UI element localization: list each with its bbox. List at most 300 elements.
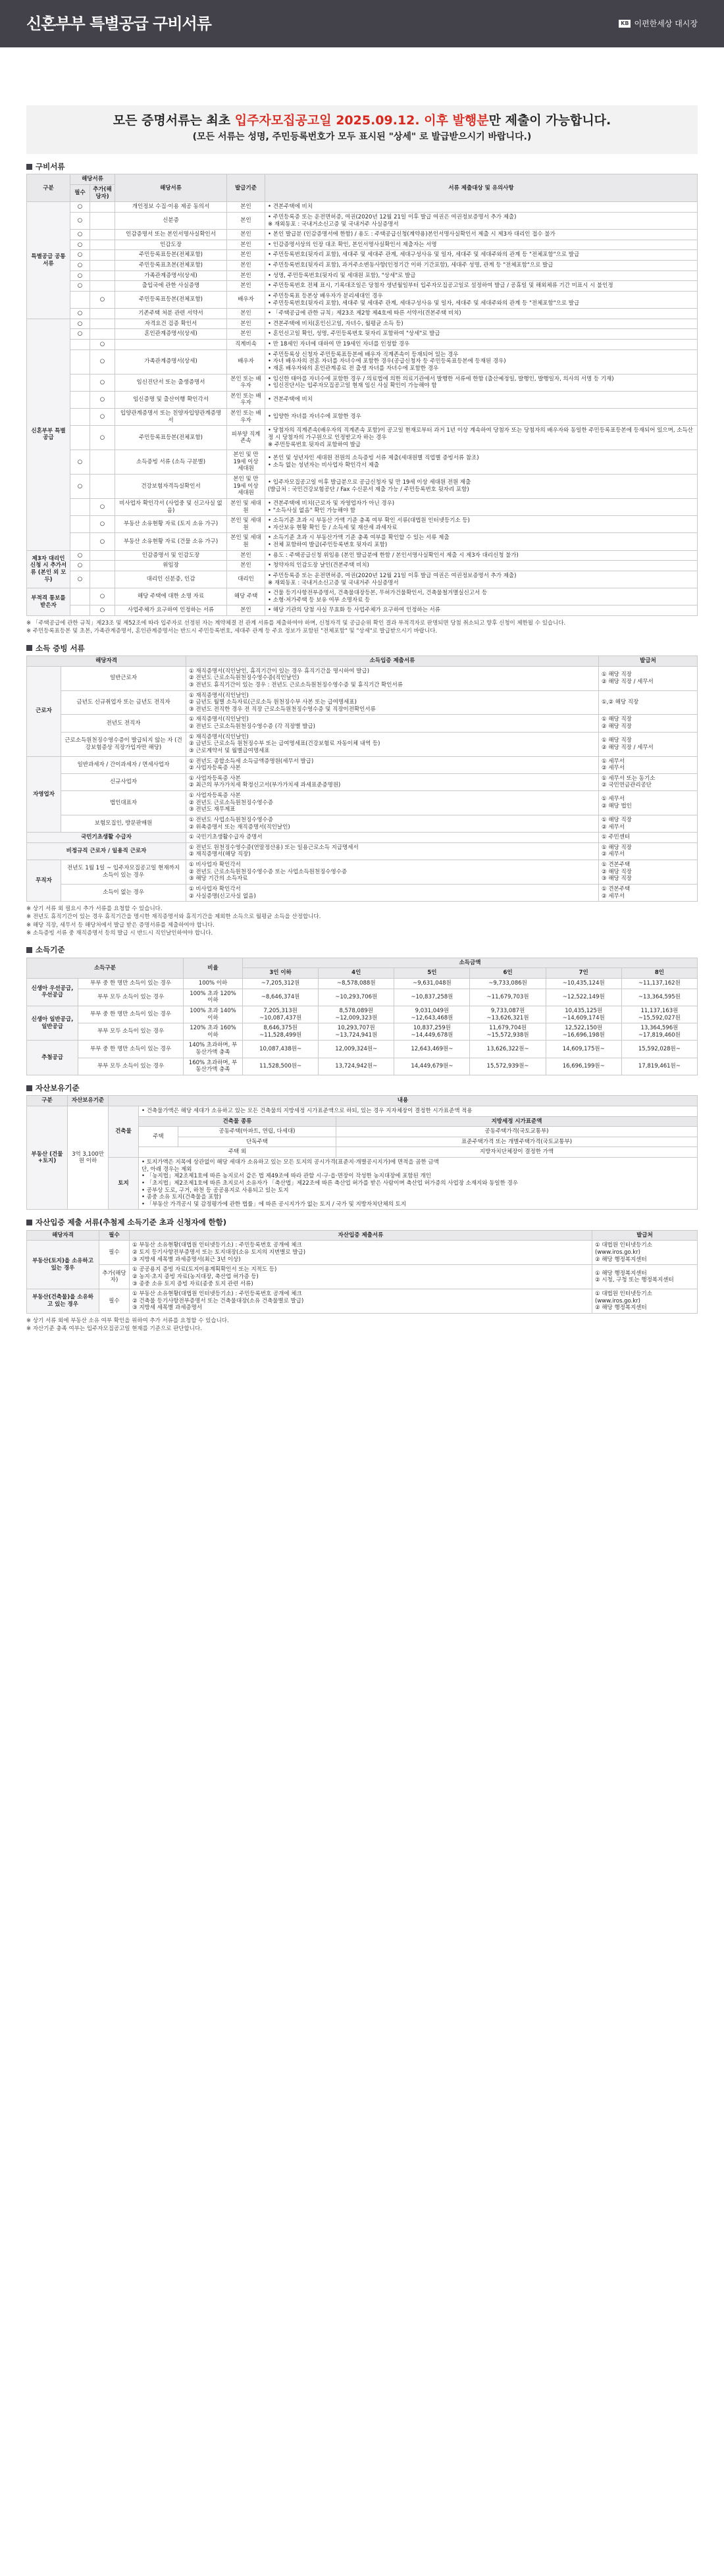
extra-mark [90, 261, 115, 271]
col-type: 해당자격 [27, 656, 186, 667]
doc-name: 건강보험자격득실확인서 [115, 475, 227, 499]
issuer: 본인 [227, 319, 265, 329]
col-5: 5인 [394, 968, 470, 979]
criteria-amount: 12,522,150원~16,696,198원 [546, 1023, 621, 1041]
table-row [27, 270, 698, 281]
col-building-type: 건축물 종류 [139, 1116, 336, 1127]
criteria-amount: ~7,205,312원 [243, 979, 319, 989]
income-issuer: ① 해당 직장 ② 해당 직장 / 세무서 [599, 732, 698, 756]
section-title [26, 162, 698, 171]
criteria-amount: ~8,578,088원 [319, 979, 394, 989]
doc-name: 비사업자 확인각서 (사업중 및 신고사실 없음) [115, 498, 227, 515]
asset-issuer: ① 대법원 인터넷등기소 (www.iros.go.kr) ② 해당 행정복지센터 [592, 1241, 698, 1265]
doc-name: 주민등록표등본(전체포함) [115, 250, 227, 261]
issuer: 피부양 직계존속 [227, 426, 265, 450]
criteria-amount: 10,087,438원~ [243, 1041, 319, 1058]
table-row [27, 374, 698, 391]
extra-mark: ○ [90, 340, 115, 350]
income-type: 근로소득원천징수영수증이 발급되지 않는 자 (건강보험증상 직장가입자만 해당) [61, 732, 186, 756]
criteria-amount: 15,572,939원~ [470, 1058, 546, 1075]
criteria-sub: 부부 중 한 명만 소득이 있는 경우 [78, 1041, 184, 1058]
income-issuer: ① 해당 직장 ② 세무서 [599, 815, 698, 832]
criteria-amount: ~10,435,124원 [546, 979, 621, 989]
asset-limit: 3억 3,100만원 이하 [68, 1106, 109, 1210]
logo-text: 이편한세상 대시장 [634, 18, 698, 28]
income-docs: ① 전년도 사업소득원천징수영수증 ② 위촉증명서 또는 재직증명서(직인날인) [186, 815, 599, 832]
income-table [26, 656, 698, 902]
criteria-amount: 11,679,704원~15,572,938원 [470, 1023, 546, 1041]
doc-desc: • 임신한 태아를 자녀수에 포함한 경우 / 의료법에 의한 의료기관에서 발행한 서류에 한함 (출산예정일, 발행인, 발행일자, 의사의 서명 등 기재) • 임신진단서는 입주자모집공고일 현재 임신 사실 확인이 가능해야 함 [265, 374, 698, 391]
criteria-ratio: 140% 초과하며, 부동산가액 충족 [184, 1041, 243, 1058]
criteria-sub: 부부 모두 소득이 있는 경우 [78, 1023, 184, 1041]
table-row [27, 202, 698, 213]
table-row [27, 690, 698, 715]
required-mark: ○ [70, 319, 90, 329]
building-price: 공동주택가격(국토교통부) [336, 1127, 698, 1137]
issuer: 본인 또는 배우자 [227, 391, 265, 408]
footnote: ※ 전년도 휴직기간이 있는 경우 휴직기간을 명시한 재직증명서와 휴직기간을 제외한 소득으로 월평균 소득을 산정합니다. [26, 914, 321, 921]
table-row [27, 475, 698, 499]
table-row [27, 1058, 698, 1075]
criteria-sub: 부부 모두 소득이 있는 경우 [78, 989, 184, 1006]
footnote: ※ 소득증빙 서류 중 재직증명서 등의 발급 시 반드시 직인날인하여야 합니다. [26, 930, 213, 937]
asset-docs-table [26, 1230, 698, 1314]
income-category: 근로자 [27, 666, 61, 756]
col-docs: 자산입증 제출서류 [130, 1230, 592, 1241]
col-gubun: 구분 [27, 174, 70, 202]
criteria-amount: 8,646,375원~11,528,499원 [243, 1023, 319, 1041]
col-content: 내용 [109, 1096, 698, 1106]
issuer: 본인 및 만 19세 이상 세대원 [227, 475, 265, 499]
col-required: 필수 [70, 185, 90, 202]
building-label: 건축물 [109, 1106, 139, 1157]
income-issuer: ① 해당 직장 ② 세무서 [599, 842, 698, 860]
table-row [27, 884, 698, 901]
criteria-ratio: 160% 초과하며, 부동산가액 충족 [184, 1058, 243, 1075]
criteria-amount: 10,293,707원~13,724,941원 [319, 1023, 394, 1041]
col-issuer: 발급기준 [227, 174, 265, 202]
table-row [27, 833, 698, 843]
doc-desc: • 만 18세인 자녀에 대하여 만 19세인 자녀를 인정할 경우 [265, 340, 698, 350]
criteria-amount: 11,528,500원~ [243, 1058, 319, 1075]
square-bullet-icon [26, 1220, 32, 1225]
income-docs: ① 국민기초생활수급자 증명서 [186, 833, 599, 843]
income-type: 금년도 신규취업자 또는 금년도 전직자 [61, 690, 186, 715]
footnote: ※ 상기 서류 외에 부동산 소유 여부 확인을 위하여 추가 서류를 요청할 수 있습니다. [26, 1318, 229, 1324]
required-mark [70, 409, 90, 426]
extra-mark [90, 329, 115, 340]
table-row [27, 815, 698, 832]
extra-mark: ○ [90, 374, 115, 391]
section-docs [26, 162, 698, 636]
income-issuer: ① 세무서 ② 해당 법인 [599, 791, 698, 815]
issuer: 대리인 [227, 571, 265, 588]
criteria-amount: ~10,293,706원 [319, 989, 394, 1006]
income-type: 전년도 전직자 [61, 715, 186, 732]
required-mark: ○ [70, 329, 90, 340]
criteria-amount: 12,643,469원~ [394, 1041, 470, 1058]
building-intro: • 건축물가액은 해당 세대가 소유하고 있는 모든 건축물의 지방세정 시가표준액으로 하되, 있는 경우 지자체장이 결정한 시가표준액 적용 [139, 1106, 698, 1116]
income-type: 보험모집인, 방문판매원 [61, 815, 186, 832]
col-submit: 해당서류 [70, 174, 115, 185]
criteria-ratio: 100% 초과 140% 이하 [184, 1006, 243, 1023]
income-issuer: ① 견본주택 ② 세무서 [599, 884, 698, 901]
doc-desc: • 견본주택에 비치 [265, 391, 698, 408]
asset-title: 자산보유기준 [36, 1083, 80, 1093]
extra-mark [90, 309, 115, 319]
criteria-sub: 부부 중 한 명만 소득이 있는 경우 [78, 1006, 184, 1023]
notice-box [26, 105, 698, 154]
asset-docs: ① 공공용지 증빙 자료(토지이용계획확인서 또는 지적도 등) ② 농지·초지 증빙 자료(농지대장, 축산업 허가증 등) ③ 종중 소유 토지 증빙 자료(종중 토지 관련 서류) [130, 1265, 592, 1289]
table-row [27, 426, 698, 450]
income-issuer: ① 주민센터 [599, 833, 698, 843]
issuer: 본인 [227, 281, 265, 292]
doc-desc: • 성명, 주민등록번호(뒷자리 및 세대원 포함), "상세"로 발급 [265, 270, 698, 281]
docs-footnotes [26, 619, 698, 636]
building-subtype: 공동주택(아파트, 연립, 다세대) [178, 1127, 336, 1137]
extra-mark [90, 270, 115, 281]
section-title [26, 644, 698, 653]
required-mark [70, 349, 90, 374]
table-row [27, 1023, 698, 1041]
required-mark [70, 498, 90, 515]
required-mark: ○ [70, 571, 90, 588]
income-issuer: ① 해당 직장 ② 해당 직장 [599, 715, 698, 732]
col-3: 3인 이하 [243, 968, 319, 979]
extra-mark [90, 571, 115, 588]
required-mark [70, 588, 90, 605]
asset-category: 부동산(건축물)을 소유하고 있는 경우 [27, 1289, 99, 1314]
criteria-sub: 부부 모두 소득이 있는 경우 [78, 1058, 184, 1075]
table-row [27, 666, 698, 690]
doc-name: 사업주체가 요구하여 인정하는 서류 [115, 605, 227, 616]
income-footnotes [26, 905, 698, 937]
doc-desc: • 입주자모집공고일 이후 발급분으로 공급신청자 및 만 19세 이상 세대원 전원 제출 (발급처 : 국민건강보험공단 / Fax 수신문서 제출 가능 / 주민등록번호 뒷자리 포함) [265, 475, 698, 499]
income-docs: ① 비사업자 확인각서 ② 사실증명(신고사실 없음) [186, 884, 599, 901]
criteria-amount: 9,031,049원~12,643,468원 [394, 1006, 470, 1023]
table-row [27, 309, 698, 319]
doc-name: 임신진단서 또는 출생증명서 [115, 374, 227, 391]
issuer: 본인 [227, 561, 265, 571]
doc-desc: • 용도 : 주택공급신청 위임용 (본인 발급분에 한함 / 본인서명사실확인서 제출 시 제3자 대리신청 불가) [265, 550, 698, 561]
asset-issuer: ① 해당 행정복지센터 ② 시청, 구청 또는 행정복지센터 [592, 1265, 698, 1289]
building-type: 주택 외 [139, 1147, 336, 1158]
income-type: 국민기초생활 수급자 [27, 833, 186, 843]
doc-name: 가족관계증명서(상세) [115, 270, 227, 281]
extra-mark: ○ [90, 291, 115, 308]
asset-docs: ① 부동산 소유현황(대법원 인터넷등기소) : 주민등록번호 공개에 체크 ② 건축물 등기사항전부증명서 또는 건축물대장(소유 건축물별로 발급) ③ 지방세 세목별 과세증명서 [130, 1289, 592, 1314]
doc-desc: • 주민등록증 또는 운전면허증, 여권(2020년 12월 21일 이후 발급 여권은 여권정보증명서 추가 제출) ※ 재외동포 : 국내거소신고증 및 국내거주 사실증명서 [265, 212, 698, 229]
table-row [27, 391, 698, 408]
square-bullet-icon [26, 164, 32, 170]
issuer: 본인 및 세대원 [227, 498, 265, 515]
doc-desc: • 소득기준 초과 시 부동산 가액 기준 충족 여부 확인 서류(대법원 인터넷등기소 등) • 자산보유 현황 확인 등 / 소득세 및 재산세 과세자료 [265, 516, 698, 533]
criteria-kind: 신생아 일반공급, 일반공급 [27, 1006, 78, 1041]
doc-desc: • 당첨자의 직계존속(배우자의 직계존속 포함)이 공고일 현재로부터 과거 1년 이상 계속하여 당첨자 또는 당첨자의 배우자와 동일한 주민등록표등본에 등재되어 있으며, 소득산정 시 당첨자의 가구원으로 인정받고자 하는 경우 ※ 주민등록번호 뒷자리 포함하여 발급 [265, 426, 698, 450]
table-row [27, 240, 698, 250]
doc-name: 가족관계증명서(상세) [115, 349, 227, 374]
doc-desc: • 해당 기관의 당첨 사실 무효화 등 사업주체가 요구하여 인정하는 서류 [265, 605, 698, 616]
section-income-criteria [26, 945, 698, 1075]
extra-mark [90, 475, 115, 499]
issuer: 본인 [227, 240, 265, 250]
doc-name: 자격요건 검증 확인서 [115, 319, 227, 329]
required-mark: ○ [70, 270, 90, 281]
doc-name: 소득증빙 서류 (소득 구분별) [115, 450, 227, 475]
docs-table [26, 174, 698, 616]
doc-desc: • 「주택공급에 관한 규칙」제23조 제2항 제4호에 따른 서약서(견본주택 비치) [265, 309, 698, 319]
doc-desc: • 견본주택에 비치(혼인신고일, 자녀수, 월평균 소득 등) [265, 319, 698, 329]
doc-name: 부동산 소유현황 자료 (토지 소유 가구) [115, 516, 227, 533]
extra-mark [90, 250, 115, 261]
criteria-amount: ~11,137,162원 [621, 979, 697, 989]
table-row [27, 1265, 698, 1289]
criteria-ratio: 100% 이하 [184, 979, 243, 989]
criteria-amount: 14,449,679원~ [394, 1058, 470, 1075]
doc-name: 기존주택 처분 관련 서약서 [115, 309, 227, 319]
doc-name: 해당 주택에 대한 소명 자료 [115, 588, 227, 605]
col-group: 소득금액 [243, 958, 698, 968]
criteria-amount: 11,137,163원~15,592,027원 [621, 1006, 697, 1023]
col-4: 4인 [319, 968, 394, 979]
income-docs: ① 전년도 원천징수영수증(연말정산용) 또는 일용근로소득 지급명세서 ② 재직증명서(해당 직장) [186, 842, 599, 860]
col-limit: 자산보유기준 [68, 1096, 109, 1106]
notice-line-2: (모든 서류는 성명, 주민등록번호가 모두 표시된 "상세" 로 발급받으시기 바랍니다.) [192, 131, 532, 142]
extra-mark: ○ [90, 349, 115, 374]
issuer: 본인 [227, 212, 265, 229]
doc-name: 인감증명서 및 인감도장 [115, 550, 227, 561]
notice-text-pre: 모든 증명서류는 최초 [113, 113, 235, 128]
doc-name: 인감도장 [115, 240, 227, 250]
criteria-amount: 13,626,322원~ [470, 1041, 546, 1058]
table-row [27, 756, 698, 773]
required-mark [70, 533, 90, 550]
doc-desc: • 청약자의 인감도장 날인(견본주택 비치) [265, 561, 698, 571]
income-issuer: ①,② 해당 직장 [599, 690, 698, 715]
col-cat: 해당자격 [27, 1230, 99, 1241]
table-row [27, 281, 698, 292]
asset-table [26, 1095, 698, 1210]
doc-desc: • 주민등록표 등본상 배우자가 분리세대인 경우 • 주민등록번호(뒷자리 포함), 세대주 및 세대주 관계, 세대구성사유 및 일자, 세대주 및 세대주와의 관계 등 "전체포함"으로 발급 [265, 291, 698, 308]
criteria-amount: ~10,837,258원 [394, 989, 470, 1006]
docs-title: 구비서류 [36, 162, 65, 171]
table-row [27, 1041, 698, 1058]
asset-docs-title: 자산입증 제출 서류(추첨제 소득기준 초과 신청자에 한함) [36, 1218, 227, 1227]
income-docs: ① 재직증명서(직인날인) ② 금년도 근로소득 원천징수부 또는 급여명세표(건강보험료 자동이체 내역 등) ③ 근로계약서 및 월별급여명세표 [186, 732, 599, 756]
asset-docs: ① 부동산 소유현황(대법원 인터넷등기소) : 주민등록번호 공개에 체크 ② 토지 등기사항전부증명서 또는 토지대장(소유 토지의 지번별로 발급) ③ 지방세 세목별 과세증명서(최근 3년 이상) [130, 1241, 592, 1265]
asset-req: 필수 [99, 1241, 130, 1265]
income-docs: ① 사업자등록증 사본 ② 전년도 근로소득원천징수영수증 ③ 전년도 재무제표 [186, 791, 599, 815]
notice-line-1 [26, 113, 698, 129]
issuer: 본인 [227, 261, 265, 271]
required-mark: ○ [70, 475, 90, 499]
table-row [27, 1241, 698, 1265]
table-row [27, 1006, 698, 1023]
criteria-amount: 8,578,089원~12,009,323원 [319, 1006, 394, 1023]
criteria-amount: 12,009,324원~ [319, 1041, 394, 1058]
criteria-ratio: 100% 초과 120% 이하 [184, 989, 243, 1006]
extra-mark [90, 230, 115, 240]
required-mark: ○ [70, 281, 90, 292]
doc-desc: • 건물 등기사항전부증명서, 건축물대장등본, 무허가건물확인서, 건축물철거멸실신고서 등 • 소형·저가주택 등 보유 여부 소명자료 등 [265, 588, 698, 605]
income-category: 무직자 [27, 860, 61, 902]
issuer: 본인 및 세대원 [227, 533, 265, 550]
page-title: 신혼부부 특별공급 구비서류 [26, 14, 211, 33]
criteria-amount: ~12,522,149원 [546, 989, 621, 1006]
section-income [26, 644, 698, 938]
required-mark: ○ [70, 250, 90, 261]
table-row [27, 261, 698, 271]
required-mark: ○ [70, 240, 90, 250]
building-type: 주택 [139, 1127, 178, 1147]
criteria-amount: ~11,679,703원 [470, 989, 546, 1006]
table-row [27, 533, 698, 550]
doc-name: 출입국에 관한 사실증명 [115, 281, 227, 292]
land-label: 토지 [109, 1158, 139, 1210]
square-bullet-icon [26, 645, 32, 651]
income-docs: ① 사업자등록증 사본 ② 최근의 부가가치세 확정신고서(부가가치세 과세표준증명원) [186, 773, 599, 790]
extra-mark [90, 202, 115, 213]
col-ratio: 비율 [184, 958, 243, 978]
group-name: 제3자 대리인 신청 시 추가서류 (본인 외 모두) [27, 550, 70, 588]
extra-mark [90, 319, 115, 329]
doc-name: 주민등록표등본(전체포함) [115, 291, 227, 308]
table-row [27, 409, 698, 426]
building-subtype: 단독주택 [178, 1137, 336, 1147]
col-iss: 발급처 [592, 1230, 698, 1241]
doc-name: 부동산 소유현황 자료 (건물 소유 가구) [115, 533, 227, 550]
extra-mark: ○ [90, 516, 115, 533]
table-row [27, 319, 698, 329]
criteria-amount: 9,733,087원~13,626,321원 [470, 1006, 546, 1023]
criteria-amount: ~9,733,086원 [470, 979, 546, 989]
footnote: ※ 자산기준 충족 여부는 입주자모집공고일 현재를 기준으로 판단합니다. [26, 1326, 202, 1333]
logo-badge: KB [619, 20, 631, 28]
doc-desc: • 인감증명서상의 인장 대조 확인, 본인서명사실확인서 제출자는 서명 [265, 240, 698, 250]
income-type: 일반과세자 / 간이과세자 / 면세사업자 [61, 756, 186, 773]
criteria-amount: 7,205,313원~10,087,437원 [243, 1006, 319, 1023]
criteria-amount: 15,592,028원~ [621, 1041, 697, 1058]
criteria-amount: 10,435,125원~14,609,174원 [546, 1006, 621, 1023]
criteria-amount: ~9,631,048원 [394, 979, 470, 989]
criteria-amount: 13,364,596원~17,819,460원 [621, 1023, 697, 1041]
income-docs: ① 전년도 종합소득세 소득금액증명원(세무서 발급) ② 사업자등록증 사본 [186, 756, 599, 773]
col-kind: 구분 [27, 1096, 68, 1106]
table-row [27, 291, 698, 308]
required-mark [70, 605, 90, 616]
issuer: 본인 [227, 270, 265, 281]
doc-desc: • 견본주택에 비치(근로자 및 자영업자가 아닌 경우) • "소득사실 없음" 확인 가능해야 함 [265, 498, 698, 515]
income-type: 전년도 1월 1일 ~ 입주자모집공고일 현재까지 소득이 있는 경우 [61, 860, 186, 885]
issuer: 본인 [227, 329, 265, 340]
income-type: 법인대표자 [61, 791, 186, 815]
extra-mark [90, 212, 115, 229]
doc-name: 입양관계증명서 또는 친양자입양관계증명서 [115, 409, 227, 426]
extra-mark: ○ [90, 498, 115, 515]
col-issuer: 발급처 [599, 656, 698, 667]
doc-name: 임신증명 및 출산이행 확인각서 [115, 391, 227, 408]
income-issuer: ① 견본주택 ② 해당 직장 ③ 해당 직장 [599, 860, 698, 885]
doc-name: 주민등록표초본(전체포함) [115, 261, 227, 271]
income-docs: ① 재직증명서(직인날인, 휴직기간이 있는 경우 휴직기간을 명시하여 발급) ② 전년도 근로소득원천징수영수증(직인날인) ③ 전년도 휴직기간이 있는 경우 : 전년도 근로소득원천징수영수증 및 휴직기간 확인서류 [186, 666, 599, 690]
income-docs: ① 비사업자 확인각서 ② 전년도 근로소득원천징수영수증 또는 사업소득원천징수영수증 ③ 해당 기간의 소득자료 [186, 860, 599, 885]
col-doc: 해당서류 [115, 174, 227, 202]
issuer: 해당 주택 [227, 588, 265, 605]
required-mark [70, 426, 90, 450]
table-row [27, 791, 698, 815]
issuer: 본인 또는 배우자 [227, 374, 265, 391]
income-docs: ① 재직증명서(직인날인) ② 금년도 월별 소득자료(근로소득 원천징수부 사본 또는 급여명세표) ③ 전년도 전직한 경우 전 직장 근로소득원천징수영수증 및 직장이전확인서류 [186, 690, 599, 715]
table-row [27, 450, 698, 475]
col-extra: 추가(해당자) [90, 185, 115, 202]
extra-mark: ○ [90, 391, 115, 408]
required-mark [70, 516, 90, 533]
criteria-title: 소득기준 [36, 945, 65, 955]
col-6: 6인 [470, 968, 546, 979]
asset-req: 추가(해당자) [99, 1265, 130, 1289]
extra-mark [90, 450, 115, 475]
col-7: 7인 [546, 968, 621, 979]
issuer: 본인 또는 배우자 [227, 409, 265, 426]
required-mark [70, 291, 90, 308]
doc-desc: • 본인 발급분 (인감증명서에 한함) / 용도 : 주택공급신청(계약용)본인서명사실확인서 제출 시 제3자 대리인 접수 불가 [265, 230, 698, 240]
income-category: 자영업자 [27, 756, 61, 833]
issuer: 본인 및 세대원 [227, 516, 265, 533]
notice-text-post: 만 제출이 가능합니다. [488, 113, 611, 128]
criteria-amount: 13,724,942원~ [319, 1058, 394, 1075]
income-issuer: ① 세무서 또는 동기소 ② 국민연금관리공단 [599, 773, 698, 790]
criteria-table [26, 958, 698, 1075]
income-type: 비정규직 근로자 / 일용직 근로자 [27, 842, 186, 860]
land-text: • 토지가액은 지목에 상관없이 해당 세대가 소유하고 있는 모든 토지의 공시가격(표준지·개별공시지가)에 면적을 곱한 금액 단, 아래 경우는 제외 • 「농지법」제2조제1호에 따른 농지로서 같은 법 제49조에 따라 관할 시·구·읍·면장이 작성한 농지대장에 포함된 개인 • 「초지법」제2조제1호에 따른 초지로서 소유자가 「축산법」제22조에 따른 축산업 허가를 받은 사람이며 축산업 허가증의 사업장 소재지와 동일한 경우 • 공부상 도로, 구거, 하천 등 공공용지로 사용되고 있는 토지 • 종중 소유 토지(건축물을 포함) • 「부동산 가격공시 및 감정평가에 관한 법률」에 따른 공시지가가 없는 토지 / 국가 및 지방자치단체의 토지 [139, 1158, 698, 1210]
doc-name [115, 340, 227, 350]
doc-desc: • 주민등록번호 전체 표시, 기록대조일은 당첨자 생년월일부터 입주자모집공고일로 설정하여 발급 / 공휴일 및 해외체류 기간 미표시 시 불인정 [265, 281, 698, 292]
required-mark: ○ [70, 550, 90, 561]
section-asset [26, 1083, 698, 1210]
required-mark: ○ [70, 561, 90, 571]
doc-desc: • 견본주택에 비치 [265, 202, 698, 213]
income-issuer: ① 세무서 ② 세무서 [599, 756, 698, 773]
extra-mark: ○ [90, 533, 115, 550]
col-desc: 서류 제출대상 및 유의사항 [265, 174, 698, 202]
required-mark [70, 340, 90, 350]
extra-mark: ○ [90, 409, 115, 426]
col-8: 8인 [621, 968, 697, 979]
table-row [27, 250, 698, 261]
table-row [27, 715, 698, 732]
table-row [27, 979, 698, 989]
table-row [27, 212, 698, 229]
table-row [27, 498, 698, 515]
extra-mark: ○ [90, 605, 115, 616]
extra-mark: ○ [90, 588, 115, 605]
issuer: 직계비속 [227, 340, 265, 350]
asset-docs-footnotes [26, 1317, 698, 1333]
doc-desc: • 주민등록번호(뒷자리 포함), 세대주 및 세대주 관계, 세대구성사유 및 일자, 세대주 및 세대주와의 관계 등 "전체포함"으로 발급 [265, 250, 698, 261]
col-kind: 소득구분 [27, 958, 184, 978]
income-issuer: ① 해당 직장 ② 해당 직장 / 세무서 [599, 666, 698, 690]
table-row [27, 561, 698, 571]
criteria-amount: ~13,364,595원 [621, 989, 697, 1006]
required-mark: ○ [70, 212, 90, 229]
criteria-amount: ~8,646,374원 [243, 989, 319, 1006]
doc-name: 혼인관계증명서(상세) [115, 329, 227, 340]
col-building-price: 지방세정 시가표준액 [336, 1116, 698, 1127]
criteria-amount: 17,819,461원~ [621, 1058, 697, 1075]
required-mark: ○ [70, 261, 90, 271]
table-row [27, 860, 698, 885]
brand-logo [619, 19, 698, 29]
